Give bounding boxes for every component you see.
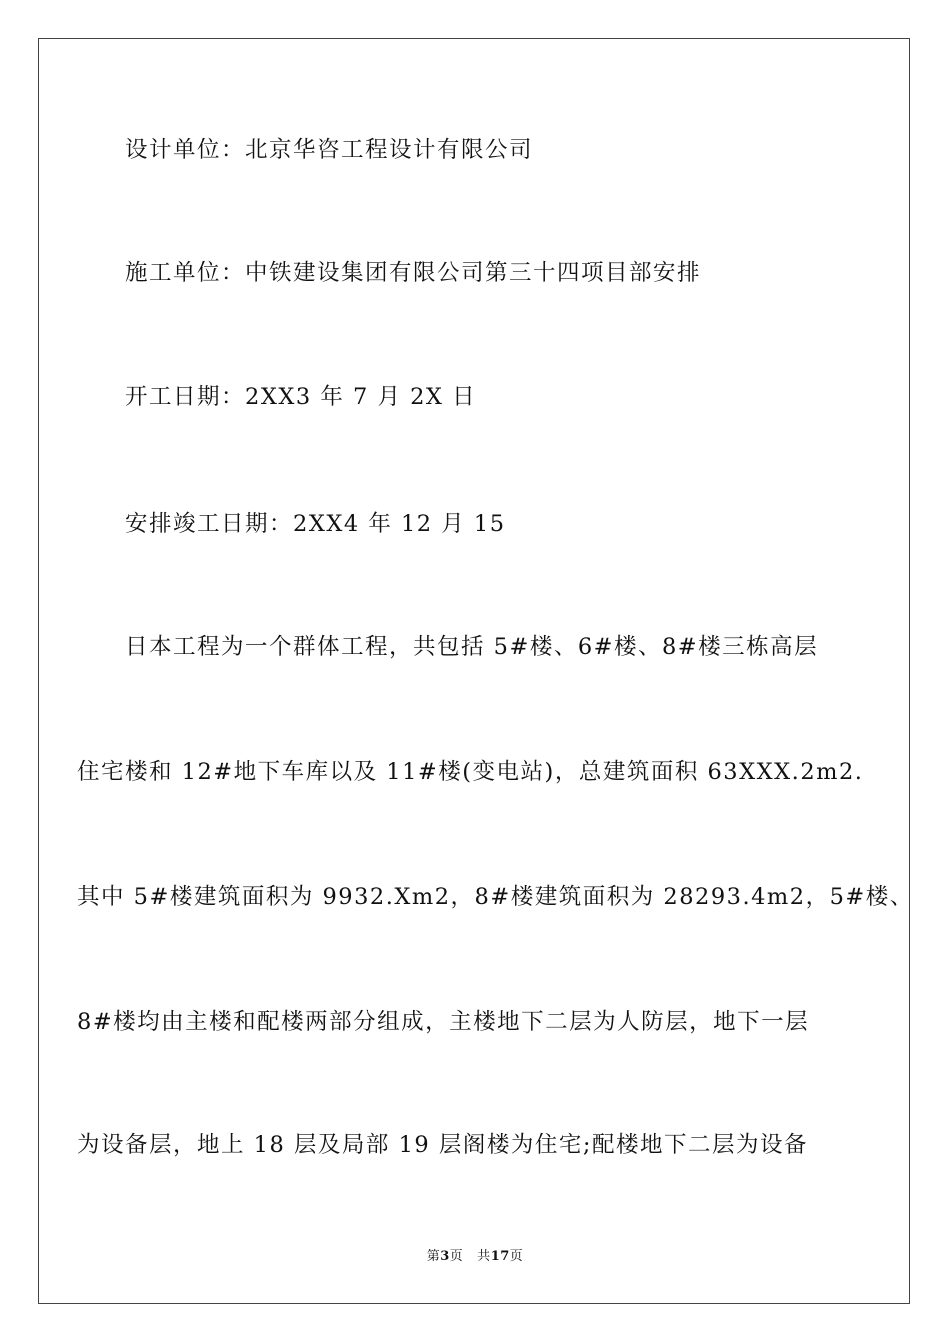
construction-unit-line: 施工单位：中铁建设集团有限公司第三十四项目部安排 [125, 260, 702, 286]
page-footer [0, 1249, 950, 1265]
body-paragraph-line-5: 为设备层，地上 18 层及局部 19 层阁楼为住宅;配楼地下二层为设备 [77, 1132, 808, 1158]
footer-prefix: 第 [426, 1249, 441, 1264]
body-paragraph-line-3: 其中 5#楼建筑面积为 9932.Xm2，8#楼建筑面积为 28293.4m2，5#楼、 [77, 884, 914, 910]
start-date-line: 开工日期：2XX3 年 7 月 2X 日 [125, 384, 477, 410]
page-border [38, 38, 910, 1304]
design-unit-line: 设计单位：北京华咨工程设计有限公司 [125, 137, 534, 163]
footer-total-pages: 17 [490, 1249, 510, 1264]
footer-total-suffix: 页 [509, 1249, 524, 1264]
body-paragraph-line-4: 8#楼均由主楼和配楼两部分组成，主楼地下二层为人防层，地下一层 [77, 1009, 810, 1035]
footer-page-suffix: 页 [449, 1249, 464, 1264]
body-paragraph-line-2: 住宅楼和 12#地下车库以及 11#楼(变电站)，总建筑面积 63XXX.2m2. [77, 759, 864, 785]
body-paragraph-line-1: 日本工程为一个群体工程，共包括 5#楼、6#楼、8#楼三栋高层 [125, 634, 819, 660]
footer-total-prefix: 共 [477, 1249, 491, 1264]
footer-page-number: 3 [440, 1249, 450, 1264]
planned-completion-line: 安排竣工日期：2XX4 年 12 月 15 [125, 511, 506, 537]
